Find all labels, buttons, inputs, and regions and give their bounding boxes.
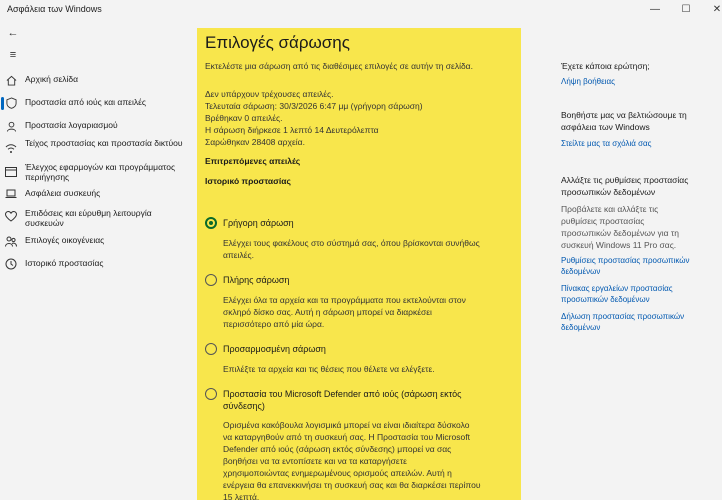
link-line[interactable]: Δήλωση προστασίας προσωπικών bbox=[561, 312, 685, 321]
privacy-text-line: προσωπικών δεδομένων για τη bbox=[561, 228, 679, 238]
privacy-dashboard-link[interactable] bbox=[561, 283, 711, 305]
status-line: Βρέθηκαν 0 απειλές. bbox=[205, 113, 283, 123]
privacy-text-line: συσκευή Windows 11 Pro σας. bbox=[561, 240, 677, 250]
custom-scan-option[interactable] bbox=[205, 343, 505, 377]
feedback-heading-line: ασφάλεια των Windows bbox=[561, 122, 650, 132]
description-line: σκληρό δίσκο σας. Αυτή η σάρωση μπορεί να διαρκέσει bbox=[223, 307, 432, 317]
quick-scan-label: Γρήγορη σάρωση bbox=[223, 218, 294, 228]
description-line: βοηθήσει να τα εντοπίσετε και να τα καταργήσετε bbox=[223, 456, 407, 466]
link-line[interactable]: Ρυθμίσεις προστασίας προσωπικών bbox=[561, 256, 690, 265]
label-line: σύνδεσης) bbox=[223, 401, 265, 411]
wifi-icon bbox=[4, 141, 18, 155]
offline-scan-option[interactable] bbox=[205, 388, 505, 500]
page-intro: Εκτελέστε μια σάρωση από τις διαθέσιμες επιλογές σε αυτήν τη σελίδα. bbox=[205, 61, 473, 71]
feedback-heading-line: Βοηθήστε μας να βελτιώσουμε τη bbox=[561, 110, 687, 120]
sidebar-item-device-performance[interactable] bbox=[0, 207, 195, 229]
back-arrow-icon[interactable]: ← bbox=[7, 27, 19, 39]
sidebar bbox=[0, 20, 195, 500]
send-feedback-link[interactable]: Στείλτε μας τα σχόλιά σας bbox=[561, 139, 652, 148]
description-line: Επιλέξτε τα αρχεία και τις θέσεις που θέλετε να ελέγξετε. bbox=[223, 364, 435, 374]
sidebar-item-label: Αρχική σελίδα bbox=[25, 74, 79, 84]
close-button[interactable]: ✕ bbox=[712, 3, 722, 15]
quick-scan-option[interactable] bbox=[205, 217, 505, 263]
offline-scan-description bbox=[223, 419, 503, 500]
description-line: Defender από ιούς (σάρωση εκτός σύνδεσης) μπορεί να σας bbox=[223, 444, 452, 454]
description-line: χρησιμοποιώντας ενημερωμένους ορισμούς απειλών. Αυτή η bbox=[223, 468, 452, 478]
sidebar-item-label: Προστασία λογαριασμού bbox=[25, 120, 118, 130]
link-line[interactable]: προσωπικών δεδομένων bbox=[561, 295, 650, 304]
custom-scan-description bbox=[223, 363, 503, 375]
page-title: Επιλογές σάρωσης bbox=[205, 33, 350, 52]
sidebar-item-label: Επιλογές οικογένειας bbox=[25, 235, 105, 245]
full-scan-label: Πλήρης σάρωση bbox=[223, 275, 290, 285]
history-icon bbox=[4, 257, 18, 271]
privacy-text-line: ρυθμίσεις προστασίας bbox=[561, 216, 645, 226]
custom-scan-radio[interactable] bbox=[205, 343, 217, 355]
sidebar-item-account-protection[interactable] bbox=[0, 119, 195, 133]
privacy-settings-link[interactable] bbox=[561, 255, 711, 277]
heart-icon bbox=[4, 209, 18, 223]
scan-options-panel bbox=[197, 28, 521, 500]
description-line: Ορισμένα κακόβουλα λογισμικά μπορεί να είναι ιδιαίτερα δύσκολο bbox=[223, 420, 470, 430]
description-line: περισσότερο από μία ώρα. bbox=[223, 319, 325, 329]
get-help-link[interactable]: Λήψη βοήθειας bbox=[561, 77, 615, 86]
privacy-heading-line: Αλλάξτε τις ρυθμίσεις προστασίας bbox=[561, 175, 689, 185]
privacy-heading-line: προσωπικών δεδομένων bbox=[561, 187, 656, 197]
privacy-text bbox=[561, 203, 711, 251]
sidebar-item-virus-protection[interactable] bbox=[0, 96, 195, 110]
person-icon bbox=[4, 119, 18, 133]
sidebar-item-label: Ασφάλεια συσκευής bbox=[25, 188, 101, 198]
link-line[interactable]: δεδομένων bbox=[561, 323, 601, 332]
laptop-icon bbox=[4, 187, 18, 201]
maximize-button[interactable]: ☐ bbox=[681, 3, 691, 15]
link-line[interactable]: Πίνακας εργαλείων προστασίας bbox=[561, 284, 673, 293]
home-icon bbox=[4, 73, 18, 87]
status-line: Η σάρωση διήρκεσε 1 λεπτό 14 Δευτερόλεπτα bbox=[205, 125, 379, 135]
title-bar bbox=[0, 0, 722, 20]
description-line: απειλές. bbox=[223, 250, 254, 260]
privacy-statement-link[interactable] bbox=[561, 311, 711, 333]
full-scan-option[interactable] bbox=[205, 274, 505, 332]
app-browser-icon bbox=[4, 165, 18, 179]
status-line: Τελευταία σάρωση: 30/3/2026 6:47 μμ (γρήγορη σάρωση) bbox=[205, 101, 423, 111]
full-scan-description bbox=[223, 294, 503, 330]
full-scan-radio[interactable] bbox=[205, 274, 217, 286]
description-line: ενέργεια θα επανεκκινήσει τη συσκευή σας και θα διαρκέσει περίπου bbox=[223, 480, 481, 490]
description-line: να καταργηθούν από τη συσκευή σας. Η Προστασία του Microsoft bbox=[223, 432, 470, 442]
status-line: Σαρώθηκαν 28408 αρχεία. bbox=[205, 137, 305, 147]
custom-scan-label: Προσαρμοσμένη σάρωση bbox=[223, 344, 326, 354]
right-column bbox=[561, 60, 711, 333]
status-line: Δεν υπάρχουν τρέχουσες απειλές. bbox=[205, 89, 334, 99]
sidebar-item-protection-history[interactable] bbox=[0, 257, 195, 271]
description-line: 15 λεπτά. bbox=[223, 492, 260, 500]
sidebar-item-label: Έλεγχος εφαρμογών και προγράμματος περιήγησης bbox=[25, 162, 176, 182]
label-line: Προστασία του Microsoft Defender από ιούς (σάρωση εκτός bbox=[223, 389, 462, 399]
description-line: Ελέγχει τους φακέλους στο σύστημά σας, όπου βρίσκονται συνήθως bbox=[223, 238, 480, 248]
hamburger-menu-icon[interactable]: ≡ bbox=[9, 49, 17, 61]
scan-status bbox=[205, 88, 423, 148]
sidebar-item-device-security[interactable] bbox=[0, 187, 195, 201]
feedback-section bbox=[561, 109, 711, 149]
sidebar-item-app-browser-control[interactable] bbox=[0, 161, 195, 183]
privacy-text-line: Προβάλετε και αλλάξτε τις bbox=[561, 204, 659, 214]
privacy-section bbox=[561, 174, 711, 333]
window-title: Ασφάλεια των Windows bbox=[7, 4, 102, 14]
sidebar-item-label: Επιδόσεις και εύρυθμη λειτουργία συσκευών bbox=[25, 208, 152, 228]
description-line: Ελέγχει όλα τα αρχεία και τα προγράμματα που εκτελούνται στον bbox=[223, 295, 466, 305]
offline-scan-radio[interactable] bbox=[205, 388, 217, 400]
question-heading: Έχετε κάποια ερώτηση; bbox=[561, 61, 650, 71]
shield-icon bbox=[4, 96, 18, 110]
quick-scan-description bbox=[223, 237, 503, 261]
sidebar-item-label: Ιστορικό προστασίας bbox=[25, 258, 104, 268]
minimize-button[interactable]: — bbox=[650, 3, 660, 15]
family-icon bbox=[4, 234, 18, 248]
link-line[interactable]: δεδομένων bbox=[561, 267, 601, 276]
protection-history-link[interactable]: Ιστορικό προστασίας bbox=[205, 176, 291, 186]
sidebar-item-family-options[interactable] bbox=[0, 234, 195, 248]
offline-scan-label bbox=[223, 388, 503, 412]
sidebar-item-label: Τείχος προστασίας και προστασία δικτύου bbox=[25, 138, 183, 148]
sidebar-item-firewall[interactable] bbox=[0, 137, 195, 159]
sidebar-item-label: Προστασία από ιούς και απειλές bbox=[25, 97, 147, 107]
sidebar-item-home[interactable] bbox=[0, 73, 195, 87]
quick-scan-radio[interactable] bbox=[205, 217, 217, 229]
allowed-threats-link[interactable]: Επιτρεπόμενες απειλές bbox=[205, 156, 301, 166]
